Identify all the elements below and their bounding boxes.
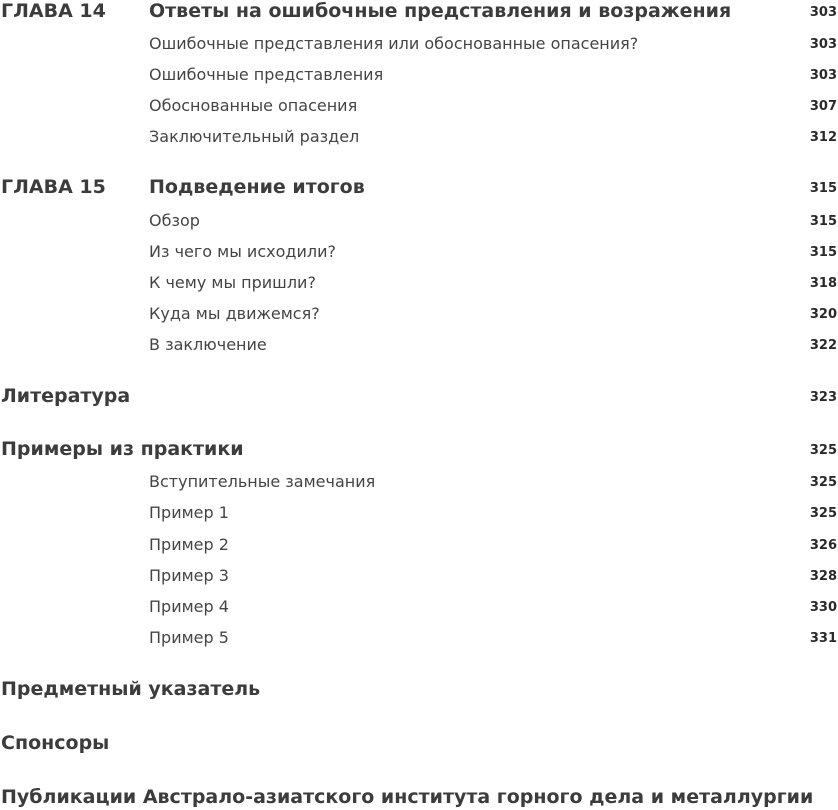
- entry-title: Пример 5: [149, 628, 229, 647]
- chapter-title: Ответы на ошибочные представления и возражения: [149, 0, 732, 22]
- section-title: Спонсоры: [1, 732, 110, 754]
- page-number: 325: [809, 443, 837, 458]
- entry-title: Из чего мы исходили?: [149, 242, 336, 261]
- page-number: 325: [809, 506, 837, 521]
- entry-title: Заключительный раздел: [149, 127, 360, 146]
- chapter-label: ГЛАВА 14: [1, 0, 106, 22]
- page-number: 322: [809, 338, 837, 353]
- entry-title: Пример 4: [149, 597, 229, 616]
- entry-title: Ошибочные представления: [149, 65, 384, 84]
- entry-title: В заключение: [149, 335, 267, 354]
- chapter-label: ГЛАВА 15: [1, 176, 106, 198]
- page-number: 303: [809, 37, 837, 52]
- chapter-title: Подведение итогов: [149, 176, 365, 198]
- page-number: 330: [809, 600, 837, 615]
- section-title: Публикации Австрало-азиатского института горного дела и металлургии: [1, 786, 814, 808]
- page-number: 318: [809, 276, 837, 291]
- page-number: 303: [809, 68, 837, 83]
- entry-title: Пример 1: [149, 503, 229, 522]
- page-number: 331: [809, 631, 837, 646]
- page-number: 303: [809, 5, 837, 20]
- entry-title: Куда мы движемся?: [149, 304, 320, 323]
- entry-title: Ошибочные представления или обоснованные опасения?: [149, 34, 639, 53]
- page-number: 323: [809, 390, 837, 405]
- entry-title: Вступительные замечания: [149, 472, 376, 491]
- entry-title: Обоснованные опасения: [149, 96, 358, 115]
- page-number: 325: [809, 475, 837, 490]
- page-number: 315: [809, 245, 837, 260]
- entry-title: Пример 2: [149, 535, 229, 554]
- page-number: 315: [809, 181, 837, 196]
- section-title: Литература: [1, 385, 131, 407]
- entry-title: Пример 3: [149, 566, 229, 585]
- section-title: Предметный указатель: [1, 678, 261, 700]
- entry-title: К чему мы пришли?: [149, 273, 316, 292]
- page-number: 312: [809, 130, 837, 145]
- entry-title: Обзор: [149, 211, 200, 230]
- page-number: 326: [809, 538, 837, 553]
- page-number: 328: [809, 569, 837, 584]
- page-number: 307: [809, 99, 837, 114]
- page-number: 315: [809, 214, 837, 229]
- section-title: Примеры из практики: [1, 438, 244, 460]
- page-number: 320: [809, 307, 837, 322]
